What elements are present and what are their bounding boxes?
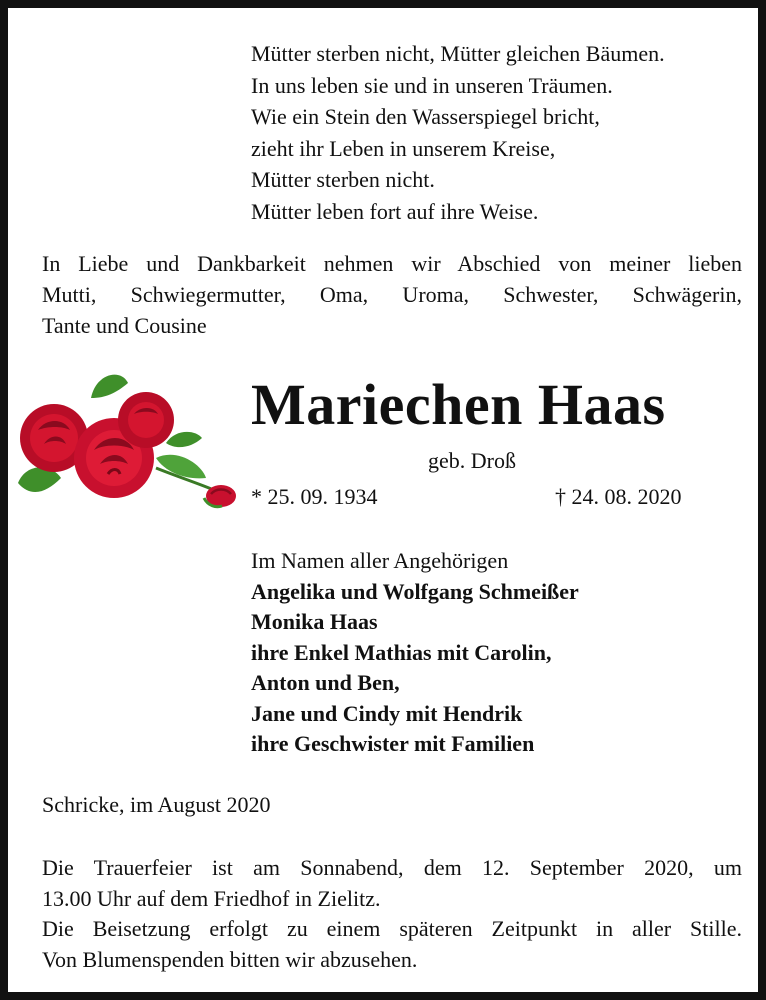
maiden-name: geb. Droß — [428, 448, 516, 473]
family-member: Anton und Ben, — [251, 670, 400, 695]
ceremony-line: Die Trauerfeier ist am Sonnabend, dem 12. September 2020, um — [42, 855, 742, 880]
birth-date: * 25. 09. 1934 — [251, 484, 378, 509]
family-heading: Im Namen aller Angehörigen — [251, 548, 509, 573]
poem-line: zieht ihr Leben in unserem Kreise, — [251, 135, 556, 161]
roses-image — [16, 368, 241, 518]
poem-line: Mütter sterben nicht, Mütter gleichen Bäumen. — [251, 41, 665, 66]
intro-line: In Liebe und Dankbarkeit nehmen wir Abschied von meiner lieben — [42, 251, 742, 276]
poem-line: Mütter sterben nicht. — [251, 167, 435, 192]
family-member: Jane und Cindy mit Hendrik — [251, 700, 523, 726]
family-member: ihre Enkel Mathias mit Carolin, — [251, 639, 552, 665]
family-signatures — [251, 546, 579, 760]
intro-line: Mutti, Schwiegermutter, Oma, Uroma, Schwester, Schwägerin, — [42, 282, 742, 307]
ceremony-line: Von Blumenspenden bitten wir abzusehen. — [42, 946, 418, 972]
deceased-name: Mariechen Haas — [251, 372, 666, 437]
poem — [251, 38, 665, 227]
ceremony-line: 13.00 Uhr auf dem Friedhof in Zielitz. — [42, 885, 381, 911]
death-date: † 24. 08. 2020 — [555, 484, 682, 509]
poem-line: Mütter leben fort auf ihre Weise. — [251, 198, 539, 224]
poem-line: Wie ein Stein den Wasserspiegel bricht, — [251, 104, 600, 129]
ceremony-line: Die Beisetzung erfolgt zu einem späteren Zeitpunkt in aller Stille. — [42, 916, 742, 941]
family-member: ihre Geschwister mit Familien — [251, 731, 535, 756]
intro-line: Tante und Cousine — [42, 313, 207, 338]
ceremony-info — [42, 853, 742, 975]
farewell-intro — [42, 248, 742, 341]
family-member: Angelika und Wolfgang Schmeißer — [251, 578, 579, 604]
place-and-date: Schricke, im August 2020 — [42, 792, 271, 817]
family-member: Monika Haas — [251, 609, 378, 634]
poem-line: In uns leben sie und in unseren Träumen. — [251, 72, 613, 98]
